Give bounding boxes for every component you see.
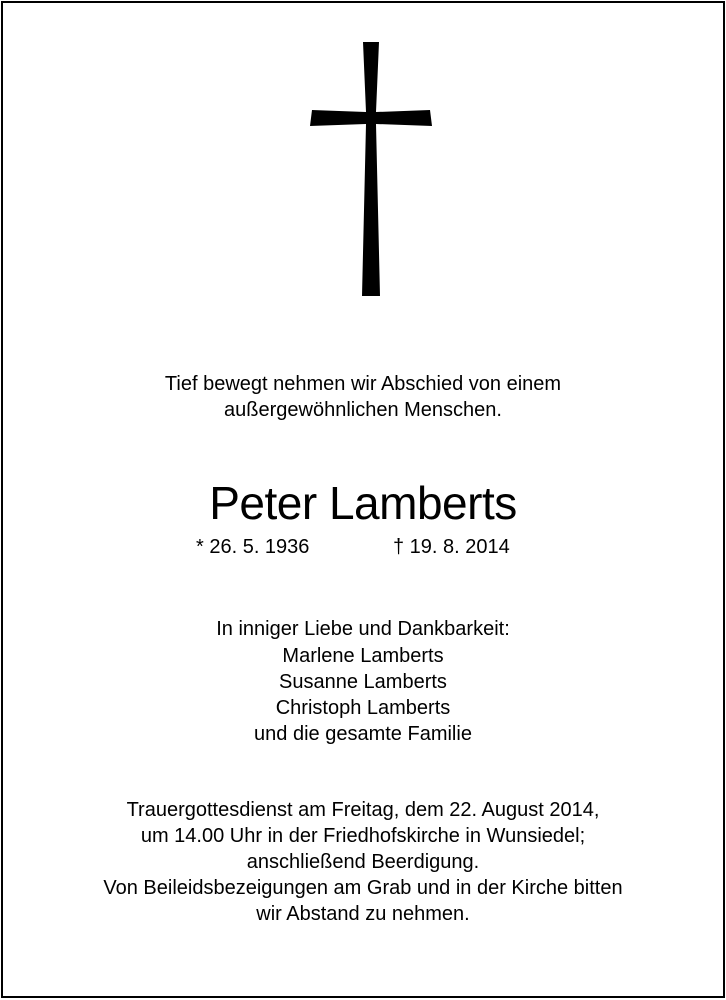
service-line: Von Beileidsbezeigungen am Grab und in der Kirche bitten	[103, 877, 623, 899]
intro-text	[0, 371, 726, 423]
mourners-intro: In inniger Liebe und Dankbarkeit:	[216, 618, 510, 640]
service-line: um 14.00 Uhr in der Friedhofskirche in Wunsiedel;	[140, 825, 586, 847]
mourner-name: Christoph Lamberts	[275, 697, 451, 719]
death-date: † 19. 8. 2014	[393, 536, 510, 558]
service-info	[0, 797, 726, 927]
service-line: Trauergottesdienst am Freitag, dem 22. August 2014,	[126, 799, 600, 821]
birth-date: * 26. 5. 1936	[196, 536, 310, 558]
mourners-list	[0, 643, 726, 747]
mourner-name: und die gesamte Familie	[254, 723, 472, 745]
intro-line-2: außergewöhnlichen Menschen.	[224, 399, 502, 421]
service-line: anschließend Beerdigung.	[246, 851, 480, 873]
life-dates	[0, 534, 726, 560]
mourner-name: Susanne Lamberts	[279, 671, 447, 693]
intro-line-1: Tief bewegt nehmen wir Abschied von einem	[164, 373, 562, 395]
service-line: wir Abstand zu nehmen.	[256, 903, 470, 925]
mourner-name: Marlene Lamberts	[282, 645, 444, 667]
deceased-name: Peter Lamberts	[209, 477, 517, 529]
cross-icon	[306, 40, 436, 298]
